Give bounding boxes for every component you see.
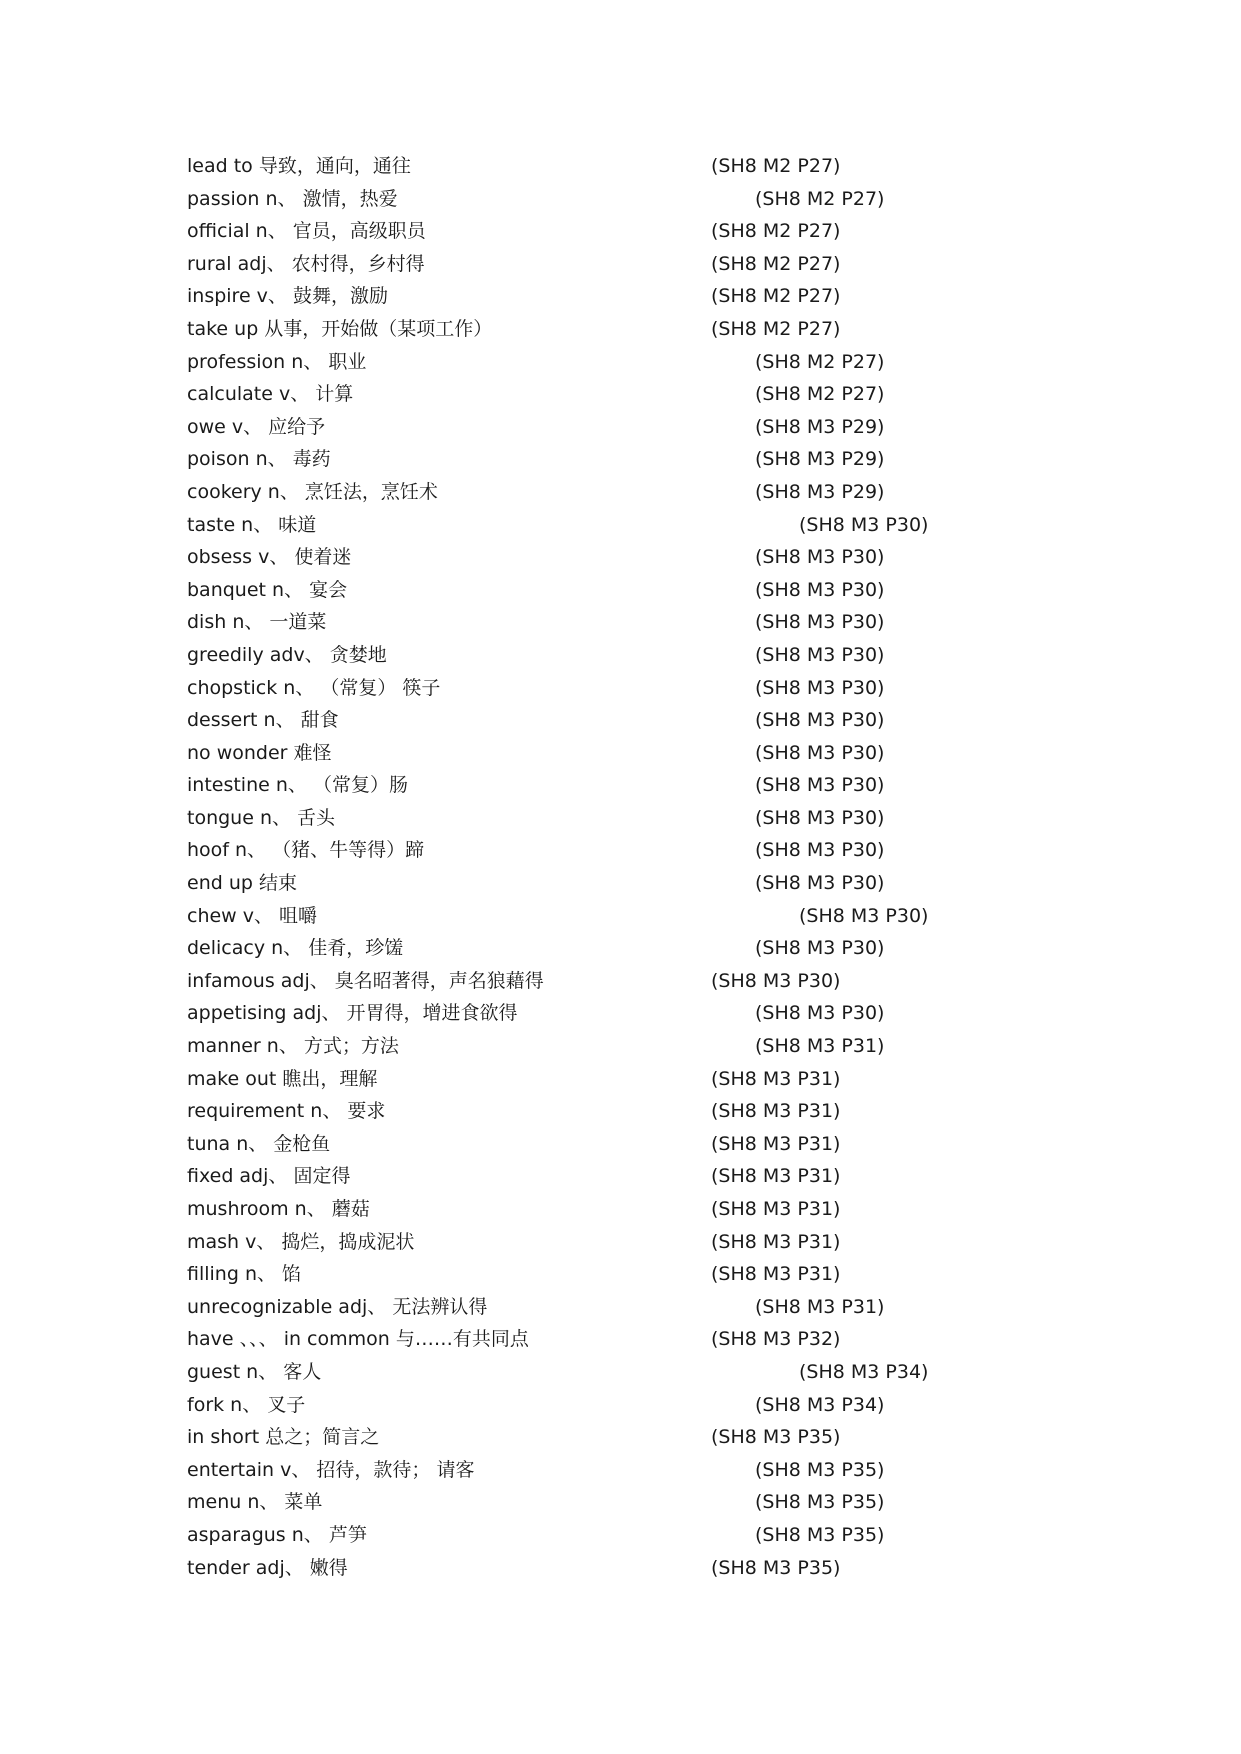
- vocab-row: [187, 443, 1087, 476]
- textbook-reference: (SH8 M3 P35): [755, 1458, 885, 1481]
- vocab-entry: obsess v、 使着迷: [187, 546, 352, 569]
- vocab-entry: cookery n、 烹饪法，烹饪术: [187, 480, 438, 503]
- vocab-entry: menu n、 菜单: [187, 1491, 323, 1514]
- textbook-reference: (SH8 M2 P27): [755, 383, 885, 406]
- textbook-reference: (SH8 M3 P35): [755, 1523, 885, 1546]
- textbook-reference: (SH8 M2 P27): [711, 285, 841, 308]
- vocab-entry: rural adj、 农村得，乡村得: [187, 252, 425, 275]
- vocab-entry: hoof n、 （猪、牛等得）蹄: [187, 839, 425, 862]
- vocab-row: [187, 509, 1087, 542]
- vocab-row: [187, 672, 1087, 705]
- textbook-reference: (SH8 M3 P31): [755, 1035, 885, 1058]
- textbook-reference: (SH8 M3 P31): [711, 1100, 841, 1123]
- vocab-row: [187, 1389, 1087, 1422]
- vocab-row: [187, 1486, 1087, 1519]
- textbook-reference: (SH8 M2 P27): [711, 252, 841, 275]
- textbook-reference: (SH8 M3 P35): [711, 1556, 841, 1579]
- vocab-entry: owe v、 应给予: [187, 415, 326, 438]
- vocab-row: [187, 541, 1087, 574]
- textbook-reference: (SH8 M3 P30): [755, 611, 885, 634]
- vocab-row: [187, 1291, 1087, 1324]
- textbook-reference: (SH8 M3 P30): [755, 1002, 885, 1025]
- textbook-reference: (SH8 M3 P31): [711, 1263, 841, 1286]
- textbook-reference: (SH8 M3 P30): [755, 839, 885, 862]
- vocab-entry: taste n、 味道: [187, 513, 317, 536]
- vocab-row: [187, 574, 1087, 607]
- vocabulary-list: [187, 150, 1087, 1584]
- vocab-entry: have 、、、 in common 与……有共同点: [187, 1328, 529, 1351]
- vocab-entry: passion n、 激情，热爱: [187, 187, 398, 210]
- textbook-reference: (SH8 M3 P30): [755, 546, 885, 569]
- vocab-row: [187, 932, 1087, 965]
- vocab-row: [187, 867, 1087, 900]
- vocab-entry: infamous adj、 臭名昭著得，声名狼藉得: [187, 969, 544, 992]
- textbook-reference: (SH8 M3 P30): [755, 937, 885, 960]
- vocab-entry: unrecognizable adj、 无法辨认得: [187, 1295, 488, 1318]
- vocab-row: [187, 1356, 1087, 1389]
- vocab-entry: manner n、 方式；方法: [187, 1035, 399, 1058]
- vocab-row: [187, 411, 1087, 444]
- textbook-reference: (SH8 M3 P34): [755, 1393, 885, 1416]
- textbook-reference: (SH8 M3 P30): [755, 806, 885, 829]
- vocab-entry: calculate v、 计算: [187, 383, 354, 406]
- vocab-row: [187, 606, 1087, 639]
- vocab-entry: banquet n、 宴会: [187, 578, 348, 601]
- vocab-entry: dish n、 一道菜: [187, 611, 327, 634]
- textbook-reference: (SH8 M3 P30): [711, 969, 841, 992]
- textbook-reference: (SH8 M3 P31): [711, 1132, 841, 1155]
- textbook-reference: (SH8 M3 P30): [755, 741, 885, 764]
- vocab-entry: chew v、 咀嚼: [187, 904, 318, 927]
- vocab-row: [187, 834, 1087, 867]
- textbook-reference: (SH8 M3 P30): [799, 513, 929, 536]
- vocab-row: [187, 1258, 1087, 1291]
- vocab-row: [187, 1552, 1087, 1585]
- vocab-row: [187, 1226, 1087, 1259]
- vocab-entry: appetising adj、 开胃得，增进食欲得: [187, 1002, 518, 1025]
- vocab-row: [187, 997, 1087, 1030]
- vocab-entry: fork n、 叉子: [187, 1393, 306, 1416]
- vocab-row: [187, 183, 1087, 216]
- textbook-reference: (SH8 M3 P30): [755, 676, 885, 699]
- vocab-entry: lead to 导致，通向，通往: [187, 155, 411, 177]
- textbook-reference: (SH8 M2 P27): [711, 155, 841, 177]
- vocab-entry: profession n、 职业: [187, 350, 367, 373]
- vocab-entry: intestine n、 （常复）肠: [187, 774, 408, 797]
- textbook-reference: (SH8 M2 P27): [755, 187, 885, 210]
- vocab-entry: end up 结束: [187, 872, 297, 895]
- vocab-entry: tuna n、 金枪鱼: [187, 1132, 331, 1155]
- vocab-entry: chopstick n、 （常复） 筷子: [187, 676, 441, 699]
- vocab-row: [187, 1323, 1087, 1356]
- vocab-row: [187, 150, 1087, 183]
- textbook-reference: (SH8 M3 P30): [799, 904, 929, 927]
- textbook-reference: (SH8 M3 P35): [711, 1426, 841, 1449]
- vocab-row: [187, 1030, 1087, 1063]
- vocab-row: [187, 1063, 1087, 1096]
- textbook-reference: (SH8 M3 P29): [755, 415, 885, 438]
- vocab-entry: requirement n、 要求: [187, 1100, 386, 1123]
- vocab-row: [187, 280, 1087, 313]
- vocab-entry: asparagus n、 芦笋: [187, 1523, 367, 1546]
- vocab-row: [187, 639, 1087, 672]
- vocab-entry: guest n、 客人: [187, 1360, 322, 1383]
- vocab-row: [187, 1519, 1087, 1552]
- vocab-entry: in short 总之；简言之: [187, 1426, 380, 1449]
- vocab-entry: tongue n、 舌头: [187, 806, 336, 829]
- textbook-reference: (SH8 M3 P31): [711, 1165, 841, 1188]
- vocab-row: [187, 704, 1087, 737]
- textbook-reference: (SH8 M3 P30): [755, 578, 885, 601]
- textbook-reference: (SH8 M3 P31): [711, 1198, 841, 1220]
- textbook-reference: (SH8 M3 P29): [755, 480, 885, 503]
- vocab-row: [187, 476, 1087, 509]
- vocab-row: [187, 346, 1087, 379]
- textbook-reference: (SH8 M2 P27): [711, 220, 841, 243]
- vocab-row: [187, 313, 1087, 346]
- vocab-entry: delicacy n、 佳肴，珍馐: [187, 937, 404, 960]
- textbook-reference: (SH8 M3 P30): [755, 872, 885, 895]
- vocab-entry: official n、 官员，高级职员: [187, 220, 426, 243]
- vocab-row: [187, 1454, 1087, 1487]
- textbook-reference: (SH8 M3 P35): [755, 1491, 885, 1514]
- vocab-row: [187, 215, 1087, 248]
- vocab-row: [187, 1095, 1087, 1128]
- textbook-reference: (SH8 M3 P31): [755, 1295, 885, 1318]
- vocab-row: [187, 378, 1087, 411]
- textbook-reference: (SH8 M3 P31): [711, 1067, 841, 1090]
- vocab-entry: dessert n、 甜食: [187, 709, 339, 732]
- textbook-reference: (SH8 M3 P32): [711, 1328, 841, 1351]
- textbook-reference: (SH8 M2 P27): [755, 350, 885, 373]
- vocab-row: [187, 1193, 1087, 1226]
- vocab-row: [187, 802, 1087, 835]
- vocab-entry: filling n、 馅: [187, 1263, 302, 1286]
- vocab-row: [187, 1128, 1087, 1161]
- textbook-reference: (SH8 M3 P29): [755, 448, 885, 471]
- vocab-entry: mushroom n、 蘑菇: [187, 1198, 370, 1220]
- vocab-row: [187, 769, 1087, 802]
- vocab-entry: no wonder 难怪: [187, 741, 332, 764]
- vocab-row: [187, 965, 1087, 998]
- vocab-row: [187, 900, 1087, 933]
- textbook-reference: (SH8 M3 P34): [799, 1360, 929, 1383]
- textbook-reference: (SH8 M3 P30): [755, 774, 885, 797]
- textbook-reference: (SH8 M3 P30): [755, 709, 885, 732]
- vocab-row: [187, 1160, 1087, 1193]
- vocab-entry: take up 从事，开始做（某项工作）: [187, 317, 493, 340]
- vocab-entry: poison n、 毒药: [187, 448, 331, 471]
- vocab-row: [187, 737, 1087, 770]
- textbook-reference: (SH8 M3 P30): [755, 643, 885, 666]
- vocab-entry: tender adj、 嫩得: [187, 1556, 348, 1579]
- vocab-entry: make out 瞧出，理解: [187, 1067, 378, 1090]
- vocab-row: [187, 248, 1087, 281]
- vocab-entry: entertain v、 招待，款待； 请客: [187, 1458, 475, 1481]
- vocab-entry: inspire v、 鼓舞，激励: [187, 285, 388, 308]
- vocab-row: [187, 1421, 1087, 1454]
- vocab-entry: mash v、 捣烂，捣成泥状: [187, 1230, 415, 1253]
- textbook-reference: (SH8 M3 P31): [711, 1230, 841, 1253]
- vocab-entry: greedily adv、 贪婪地: [187, 643, 387, 666]
- vocab-entry: fixed adj、 固定得: [187, 1165, 351, 1188]
- textbook-reference: (SH8 M2 P27): [711, 317, 841, 340]
